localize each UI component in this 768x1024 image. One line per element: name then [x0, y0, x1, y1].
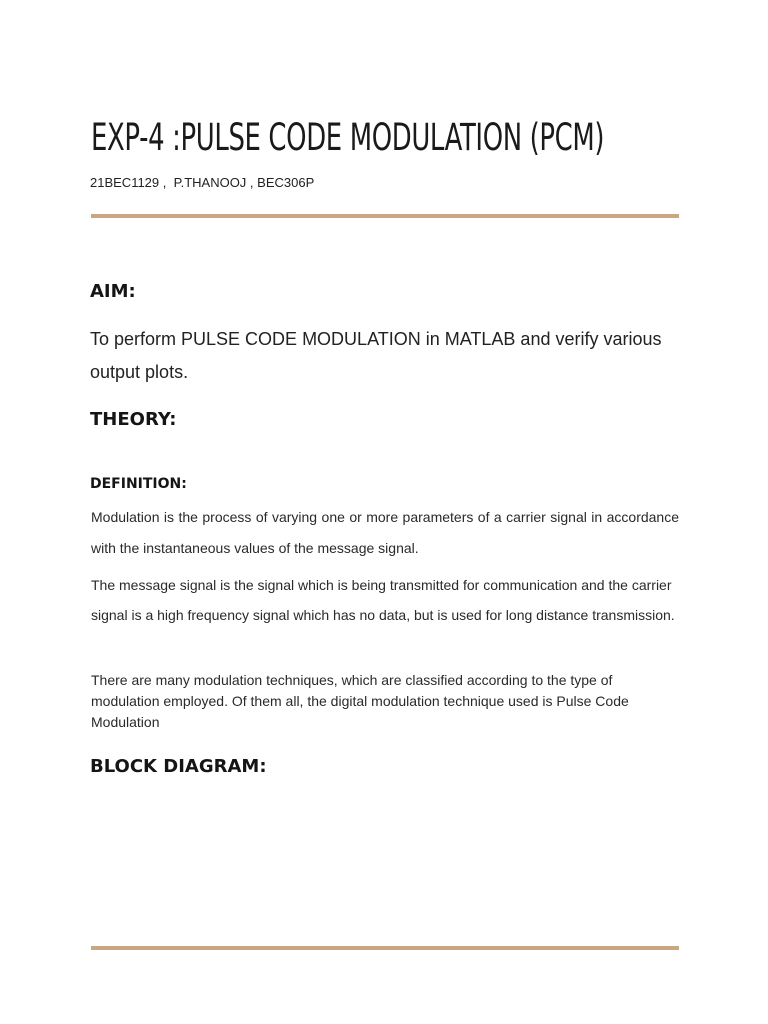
theory-heading: THEORY:	[90, 409, 177, 430]
header-divider	[91, 214, 679, 218]
theory-paragraph-2: The message signal is the signal which is being transmitted for communication and the carrier signal is a high frequency signal which has no data, but is used for long distance transmission.	[91, 577, 675, 623]
theory-paragraph-3: There are many modulation techniques, which are classified according to the type of modulation employed. Of them all, the digital modulation technique used is Pulse Code Modulation	[91, 672, 629, 730]
block-diagram-heading: BLOCK DIAGRAM:	[90, 756, 267, 777]
aim-text: To perform PULSE CODE MODULATION in MATLAB and verify various output plots.	[90, 329, 662, 382]
definition-heading: DEFINITION:	[90, 476, 187, 492]
author-info: 21BEC1129 , P.THANOOJ , BEC306P	[90, 175, 315, 190]
page-title: EXP-4 :PULSE CODE MODULATION (PCM)	[91, 116, 605, 159]
footer-divider	[91, 946, 679, 950]
aim-heading: AIM:	[90, 281, 136, 302]
theory-paragraph-1: Modulation is the process of varying one or more parameters of a carrier signal in accordance with the instantaneous values of the message signal.	[91, 509, 679, 556]
